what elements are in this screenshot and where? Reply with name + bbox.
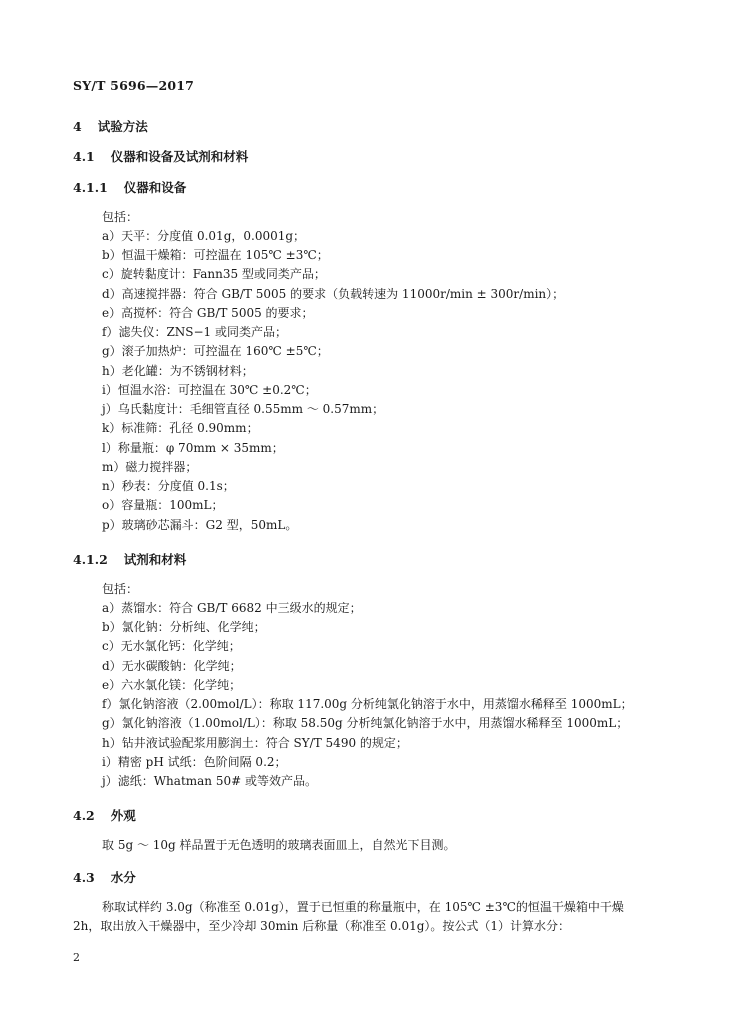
section-4-3-heading	[73, 868, 136, 886]
standard-header: SY/T 5696—2017	[73, 78, 195, 93]
list-item: j）滤纸：Whatman 50# 或等效产品。	[102, 774, 317, 788]
list-item: d）高速搅拌器：符合 GB/T 5005 的要求（负载转速为 11000r/min ± 300r/min）；	[102, 287, 565, 301]
list-item: f）氯化钠溶液（2.00mol/L）：称取 117.00g 分析纯氯化钠溶于水中，用蒸馏水稀释至 1000mL；	[102, 697, 633, 711]
list-item: a）天平：分度值 0.01g，0.0001g；	[102, 229, 306, 243]
list-item: b）氯化钠：分析纯、化学纯；	[102, 620, 266, 634]
section-4-1-heading	[73, 147, 248, 165]
moisture-paragraph-line-2: 2h，取出放入干燥器中，至少冷却 30min 后称量（称准至 0.01g）。按公式（1）计算水分：	[73, 919, 571, 933]
list-item: j）乌氏黏度计：毛细管直径 0.55mm ～ 0.57mm；	[102, 402, 385, 416]
list-item: p）玻璃砂芯漏斗：G2 型，50mL。	[102, 518, 298, 532]
list-item: e）六水氯化镁：化学纯；	[102, 678, 242, 692]
list-item: h）钻井液试验配浆用膨润土：符合 SY/T 5490 的规定；	[102, 736, 408, 750]
section-number: 4.1	[73, 149, 95, 164]
section-title: 试验方法	[97, 119, 148, 134]
list-item: i）精密 pH 试纸：色阶间隔 0.2；	[102, 755, 287, 769]
list-item: k）标准筛：孔径 0.90mm；	[102, 421, 259, 435]
section-number: 4	[73, 119, 82, 134]
section-4-1-1-heading	[73, 178, 186, 196]
list-item: e）高搅杯：符合 GB/T 5005 的要求；	[102, 306, 314, 320]
section-4-1-2-heading	[73, 550, 186, 568]
moisture-paragraph-line-1: 称取试样约 3.0g（称准至 0.01g），置于已恒重的称量瓶中，在 105℃ ±3℃的恒温干燥箱中干燥	[102, 900, 624, 914]
section-title: 试剂和材料	[123, 552, 187, 567]
section-title: 仪器和设备	[123, 180, 187, 195]
list-item: g）氯化钠溶液（1.00mol/L）：称取 58.50g 分析纯氯化钠溶于水中，用蒸馏水稀释至 1000mL；	[102, 716, 629, 730]
list-intro: 包括：	[102, 210, 139, 224]
section-title: 水分	[110, 870, 136, 885]
appearance-paragraph: 取 5g ～ 10g 样品置于无色透明的玻璃表面皿上，自然光下目测。	[102, 838, 456, 852]
list-item: i）恒温水浴：可控温在 30℃ ±0.2℃；	[102, 383, 317, 397]
list-item: d）无水碳酸钠：化学纯；	[102, 659, 242, 673]
list-intro: 包括：	[102, 582, 139, 596]
section-number: 4.1.1	[73, 180, 108, 195]
section-number: 4.1.2	[73, 552, 108, 567]
list-item: f）滤失仪：ZNS−1 或同类产品；	[102, 325, 288, 339]
list-item: c）旋转黏度计：Fann35 型或同类产品；	[102, 267, 326, 281]
page-number: 2	[73, 951, 80, 964]
list-item: o）容量瓶：100mL；	[102, 498, 224, 512]
list-item: h）老化罐：为不锈钢材料；	[102, 364, 254, 378]
list-item: c）无水氯化钙：化学纯；	[102, 639, 241, 653]
section-title: 外观	[110, 808, 136, 823]
list-item: a）蒸馏水：符合 GB/T 6682 中三级水的规定；	[102, 601, 362, 615]
list-item: n）秒表：分度值 0.1s；	[102, 479, 235, 493]
section-4-2-heading	[73, 806, 136, 824]
section-number: 4.2	[73, 808, 95, 823]
section-title: 仪器和设备及试剂和材料	[110, 149, 249, 164]
section-number: 4.3	[73, 870, 95, 885]
list-item: g）滚子加热炉：可控温在 160℃ ±5℃；	[102, 344, 329, 358]
list-item: l）称量瓶：φ 70mm × 35mm；	[102, 441, 284, 455]
section-4-heading	[73, 117, 148, 135]
list-item: b）恒温干燥箱：可控温在 105℃ ±3℃；	[102, 248, 329, 262]
list-item: m）磁力搅拌器；	[102, 460, 198, 474]
